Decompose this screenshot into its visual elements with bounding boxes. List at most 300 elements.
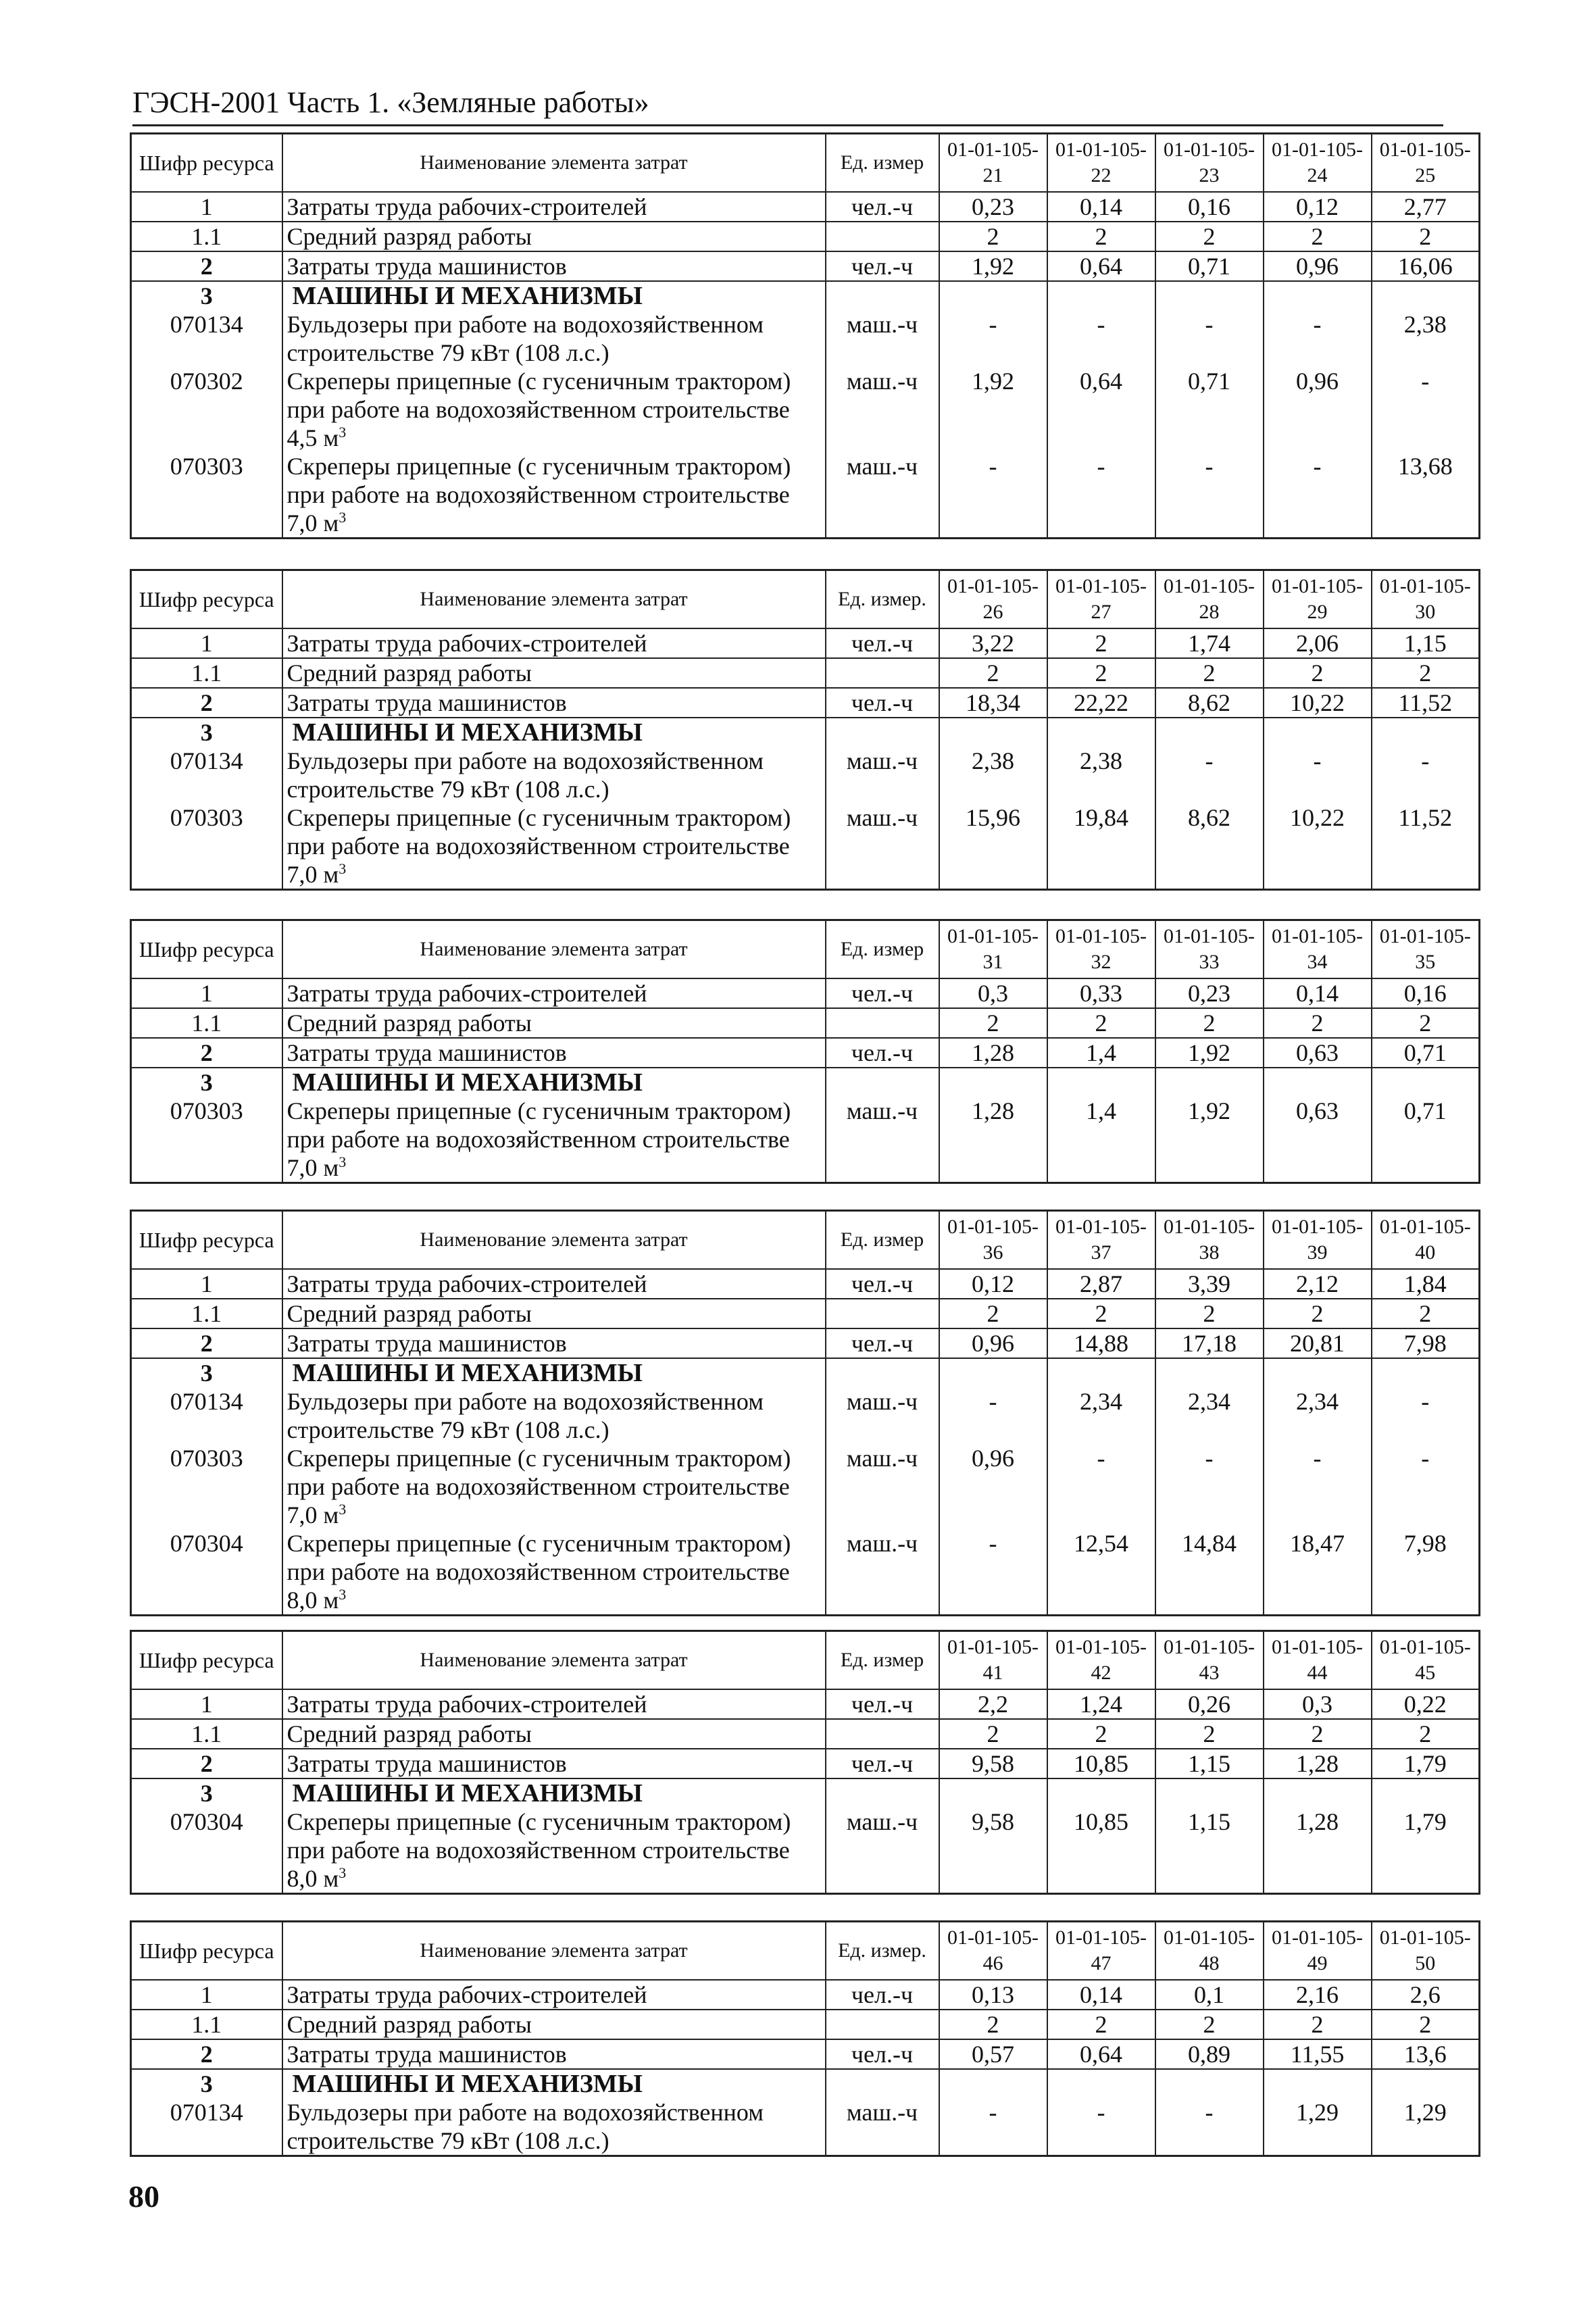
resource-name bbox=[282, 1328, 826, 1358]
resource-name-text: Затраты труда рабочих-строителей bbox=[286, 980, 647, 1007]
column-header-norm: 01-01-105-37 bbox=[1047, 1211, 1155, 1270]
value: 0,14 bbox=[1047, 192, 1155, 222]
value: 2 bbox=[1264, 1299, 1372, 1328]
value: 0,64 bbox=[1047, 251, 1155, 281]
unit: чел.-ч bbox=[826, 1749, 939, 1778]
resource-code: 1.1 bbox=[131, 658, 282, 688]
column-header-norm: 01-01-105-22 bbox=[1047, 134, 1155, 193]
value: 15,96 bbox=[939, 803, 1047, 890]
resource-name bbox=[282, 1038, 826, 1068]
value: - bbox=[1264, 1444, 1372, 1529]
table-row bbox=[131, 658, 1480, 688]
value: 2 bbox=[1155, 658, 1264, 688]
resource-name-text: МАШИНЫ И МЕХАНИЗМЫ bbox=[292, 2070, 643, 2098]
table-row bbox=[131, 747, 1480, 803]
resource-code: 070302 bbox=[131, 367, 282, 452]
column-header-norm: 01-01-105-43 bbox=[1155, 1631, 1264, 1690]
value: - bbox=[939, 310, 1047, 367]
resource-name-text: Затраты труда рабочих-строителей bbox=[286, 1691, 647, 1718]
value: 1,29 bbox=[1264, 2098, 1372, 2156]
resource-code: 2 bbox=[131, 251, 282, 281]
value: 0,89 bbox=[1155, 2039, 1264, 2069]
resource-name bbox=[282, 628, 826, 658]
table-row bbox=[131, 1529, 1480, 1616]
column-header-norm: 01-01-105-47 bbox=[1047, 1922, 1155, 1981]
column-header-norm: 01-01-105-49 bbox=[1264, 1922, 1372, 1981]
resource-name-text: Затраты труда рабочих-строителей bbox=[286, 1981, 647, 2008]
resource-code: 1 bbox=[131, 192, 282, 222]
value: 2 bbox=[1372, 1299, 1480, 1328]
unit: маш.-ч bbox=[826, 1097, 939, 1183]
table-row bbox=[131, 1778, 1480, 1808]
resource-name-text: Средний разряд работы bbox=[286, 223, 532, 250]
value: 1,74 bbox=[1155, 628, 1264, 658]
value: 18,34 bbox=[939, 688, 1047, 718]
value bbox=[1264, 2069, 1372, 2098]
resource-name-text: Бульдозеры при работе на водохозяйственном строительстве 79 кВт (108 л.с.) bbox=[286, 747, 764, 803]
table-header-row bbox=[131, 1631, 1480, 1690]
value: 11,52 bbox=[1372, 688, 1480, 718]
value: 0,57 bbox=[939, 2039, 1047, 2069]
value bbox=[1155, 2069, 1264, 2098]
column-header-code: Шифр ресурса bbox=[131, 920, 282, 979]
cost-table bbox=[130, 919, 1480, 1184]
value: - bbox=[1155, 452, 1264, 539]
cost-table bbox=[130, 132, 1480, 539]
column-header-norm: 01-01-105-23 bbox=[1155, 134, 1264, 193]
value: 2,2 bbox=[939, 1689, 1047, 1719]
value: 2 bbox=[939, 1008, 1047, 1038]
resource-code: 1 bbox=[131, 1980, 282, 2010]
resource-code: 070303 bbox=[131, 452, 282, 539]
unit: чел.-ч bbox=[826, 978, 939, 1008]
table-header-row bbox=[131, 570, 1480, 629]
value bbox=[1264, 1778, 1372, 1808]
resource-name-text: Скреперы прицепные (с гусеничным трактором) при работе на водохозяйственном строительстве 7,0 м bbox=[286, 1097, 791, 1181]
resource-code: 1 bbox=[131, 1269, 282, 1299]
value: 2 bbox=[1047, 1719, 1155, 1749]
unit bbox=[826, 222, 939, 251]
resource-name bbox=[282, 658, 826, 688]
value: - bbox=[1047, 310, 1155, 367]
value: 2 bbox=[1047, 222, 1155, 251]
unit: маш.-ч bbox=[826, 1808, 939, 1894]
column-header-code: Шифр ресурса bbox=[131, 134, 282, 193]
column-header-norm: 01-01-105-36 bbox=[939, 1211, 1047, 1270]
resource-name-text: Средний разряд работы bbox=[286, 2011, 532, 2038]
table-row bbox=[131, 803, 1480, 890]
resource-name-text: Затраты труда машинистов bbox=[286, 2041, 567, 2068]
resource-code: 070304 bbox=[131, 1529, 282, 1616]
resource-name bbox=[282, 367, 826, 452]
value: 1,28 bbox=[1264, 1808, 1372, 1894]
value: 2 bbox=[1155, 1299, 1264, 1328]
resource-name-text: Затраты труда рабочих-строителей bbox=[286, 630, 647, 657]
unit bbox=[826, 2010, 939, 2039]
column-header-code: Шифр ресурса bbox=[131, 570, 282, 629]
column-header-norm: 01-01-105-35 bbox=[1372, 920, 1480, 979]
value: 2 bbox=[939, 222, 1047, 251]
table-row bbox=[131, 1719, 1480, 1749]
value: 2 bbox=[1047, 1008, 1155, 1038]
resource-name bbox=[282, 452, 826, 539]
resource-name bbox=[282, 1749, 826, 1778]
value: - bbox=[1047, 1444, 1155, 1529]
column-header-norm: 01-01-105-39 bbox=[1264, 1211, 1372, 1270]
value: 1,79 bbox=[1372, 1749, 1480, 1778]
value: 1,4 bbox=[1047, 1038, 1155, 1068]
resource-name bbox=[282, 803, 826, 890]
value: 2 bbox=[1155, 2010, 1264, 2039]
column-header-unit: Ед. измер bbox=[826, 920, 939, 979]
superscript: 3 bbox=[339, 1586, 347, 1603]
unit: маш.-ч bbox=[826, 310, 939, 367]
value: 0,96 bbox=[939, 1444, 1047, 1529]
resource-name bbox=[282, 1689, 826, 1719]
table-header-row bbox=[131, 1922, 1480, 1981]
value bbox=[1047, 281, 1155, 310]
unit bbox=[826, 658, 939, 688]
column-header-norm: 01-01-105-44 bbox=[1264, 1631, 1372, 1690]
column-header-name: Наименование элемента затрат bbox=[282, 1631, 826, 1690]
page-title: ГЭСН-2001 Часть 1. «Земляные работы» bbox=[132, 86, 649, 119]
value: 0,12 bbox=[939, 1269, 1047, 1299]
unit: маш.-ч bbox=[826, 1387, 939, 1444]
value: 0,14 bbox=[1264, 978, 1372, 1008]
resource-name bbox=[282, 718, 826, 747]
value: 2 bbox=[939, 1719, 1047, 1749]
value: 2 bbox=[1372, 1008, 1480, 1038]
resource-code: 070303 bbox=[131, 803, 282, 890]
resource-code: 1.1 bbox=[131, 1299, 282, 1328]
resource-name bbox=[282, 1808, 826, 1894]
table-row bbox=[131, 2039, 1480, 2069]
table-row bbox=[131, 1808, 1480, 1894]
resource-name-text: Средний разряд работы bbox=[286, 1720, 532, 1747]
value: 22,22 bbox=[1047, 688, 1155, 718]
value bbox=[1372, 1778, 1480, 1808]
value: - bbox=[1264, 747, 1372, 803]
resource-name bbox=[282, 1719, 826, 1749]
resource-code: 070134 bbox=[131, 1387, 282, 1444]
value: 0,13 bbox=[939, 1980, 1047, 2010]
table-row bbox=[131, 1269, 1480, 1299]
table-row bbox=[131, 1689, 1480, 1719]
value bbox=[1372, 1358, 1480, 1387]
column-header-norm: 01-01-105-40 bbox=[1372, 1211, 1480, 1270]
value: 2 bbox=[1264, 658, 1372, 688]
resource-name bbox=[282, 978, 826, 1008]
value: 2,87 bbox=[1047, 1269, 1155, 1299]
unit: маш.-ч bbox=[826, 367, 939, 452]
unit: маш.-ч bbox=[826, 452, 939, 539]
resource-code: 3 bbox=[131, 718, 282, 747]
resource-code: 1 bbox=[131, 628, 282, 658]
column-header-unit: Ед. измер. bbox=[826, 1922, 939, 1981]
superscript: 3 bbox=[339, 860, 347, 877]
value: 2 bbox=[1264, 222, 1372, 251]
table-row bbox=[131, 2069, 1480, 2098]
value: 1,15 bbox=[1372, 628, 1480, 658]
resource-name-text: Средний разряд работы bbox=[286, 659, 532, 687]
table-row bbox=[131, 367, 1480, 452]
value: 0,14 bbox=[1047, 1980, 1155, 2010]
value: 1,29 bbox=[1372, 2098, 1480, 2156]
value: 2 bbox=[1047, 2010, 1155, 2039]
value bbox=[1372, 1068, 1480, 1097]
unit bbox=[826, 281, 939, 310]
column-header-norm: 01-01-105-31 bbox=[939, 920, 1047, 979]
value: 2,6 bbox=[1372, 1980, 1480, 2010]
value: - bbox=[939, 1529, 1047, 1616]
table-row bbox=[131, 1038, 1480, 1068]
column-header-norm: 01-01-105-46 bbox=[939, 1922, 1047, 1981]
value: - bbox=[1372, 1387, 1480, 1444]
value: - bbox=[1155, 747, 1264, 803]
value: 2 bbox=[1047, 628, 1155, 658]
value bbox=[1155, 718, 1264, 747]
value: 0,16 bbox=[1372, 978, 1480, 1008]
resource-code: 2 bbox=[131, 1038, 282, 1068]
value: 13,68 bbox=[1372, 452, 1480, 539]
value: 2 bbox=[1264, 2010, 1372, 2039]
value: 9,58 bbox=[939, 1808, 1047, 1894]
value bbox=[1264, 1358, 1372, 1387]
table-row bbox=[131, 1980, 1480, 2010]
value: 20,81 bbox=[1264, 1328, 1372, 1358]
value: 1,28 bbox=[1264, 1749, 1372, 1778]
value bbox=[1047, 1358, 1155, 1387]
resource-name bbox=[282, 251, 826, 281]
value: 12,54 bbox=[1047, 1529, 1155, 1616]
resource-name bbox=[282, 1358, 826, 1387]
resource-name-text: МАШИНЫ И МЕХАНИЗМЫ bbox=[292, 1779, 643, 1808]
resource-name bbox=[282, 747, 826, 803]
value: 3,39 bbox=[1155, 1269, 1264, 1299]
resource-name bbox=[282, 192, 826, 222]
resource-name bbox=[282, 1097, 826, 1183]
value: 0,71 bbox=[1155, 251, 1264, 281]
column-header-norm: 01-01-105-26 bbox=[939, 570, 1047, 629]
resource-name bbox=[282, 1778, 826, 1808]
unit: чел.-ч bbox=[826, 688, 939, 718]
table-header-row bbox=[131, 134, 1480, 193]
resource-name bbox=[282, 1269, 826, 1299]
value: 10,85 bbox=[1047, 1808, 1155, 1894]
column-header-name: Наименование элемента затрат bbox=[282, 920, 826, 979]
resource-code: 3 bbox=[131, 2069, 282, 2098]
resource-name bbox=[282, 1008, 826, 1038]
value bbox=[1047, 2069, 1155, 2098]
value: 2,06 bbox=[1264, 628, 1372, 658]
page-number: 80 bbox=[128, 2179, 159, 2214]
table-row bbox=[131, 1749, 1480, 1778]
value: 1,92 bbox=[939, 367, 1047, 452]
value: 0,63 bbox=[1264, 1038, 1372, 1068]
value: 2 bbox=[939, 2010, 1047, 2039]
unit: чел.-ч bbox=[826, 1328, 939, 1358]
column-header-name: Наименование элемента затрат bbox=[282, 134, 826, 193]
value: 2 bbox=[1155, 222, 1264, 251]
unit: чел.-ч bbox=[826, 1689, 939, 1719]
value: 3,22 bbox=[939, 628, 1047, 658]
unit bbox=[826, 1358, 939, 1387]
value bbox=[1047, 1778, 1155, 1808]
table-row bbox=[131, 1328, 1480, 1358]
unit: чел.-ч bbox=[826, 2039, 939, 2069]
resource-name bbox=[282, 2010, 826, 2039]
column-header-norm: 01-01-105-42 bbox=[1047, 1631, 1155, 1690]
resource-code: 070134 bbox=[131, 2098, 282, 2156]
table-row bbox=[131, 1358, 1480, 1387]
table-header-row bbox=[131, 920, 1480, 979]
value: 2,34 bbox=[1264, 1387, 1372, 1444]
unit: чел.-ч bbox=[826, 628, 939, 658]
value: 2,38 bbox=[1372, 310, 1480, 367]
value bbox=[1264, 1068, 1372, 1097]
column-header-code: Шифр ресурса bbox=[131, 1211, 282, 1270]
value: - bbox=[939, 452, 1047, 539]
column-header-unit: Ед. измер bbox=[826, 134, 939, 193]
value: - bbox=[1155, 1444, 1264, 1529]
resource-code: 2 bbox=[131, 1328, 282, 1358]
unit: маш.-ч bbox=[826, 1529, 939, 1616]
unit: маш.-ч bbox=[826, 747, 939, 803]
value: 0,3 bbox=[939, 978, 1047, 1008]
resource-code: 3 bbox=[131, 1358, 282, 1387]
resource-name-text: Затраты труда рабочих-строителей bbox=[286, 1270, 647, 1297]
column-header-unit: Ед. измер bbox=[826, 1211, 939, 1270]
value: 9,58 bbox=[939, 1749, 1047, 1778]
column-header-norm: 01-01-105-30 bbox=[1372, 570, 1480, 629]
column-header-code: Шифр ресурса bbox=[131, 1631, 282, 1690]
resource-code: 3 bbox=[131, 1068, 282, 1097]
value: 2,16 bbox=[1264, 1980, 1372, 2010]
resource-code: 070304 bbox=[131, 1808, 282, 1894]
resource-name bbox=[282, 1068, 826, 1097]
resource-name-text: Затраты труда машинистов bbox=[286, 1330, 567, 1357]
resource-code: 3 bbox=[131, 281, 282, 310]
column-header-name: Наименование элемента затрат bbox=[282, 1922, 826, 1981]
resource-code: 3 bbox=[131, 1778, 282, 1808]
resource-name-text: МАШИНЫ И МЕХАНИЗМЫ bbox=[292, 1359, 643, 1387]
table-row bbox=[131, 2010, 1480, 2039]
column-header-norm: 01-01-105-38 bbox=[1155, 1211, 1264, 1270]
column-header-norm: 01-01-105-48 bbox=[1155, 1922, 1264, 1981]
unit: маш.-ч bbox=[826, 2098, 939, 2156]
unit: маш.-ч bbox=[826, 1444, 939, 1529]
value: 2,34 bbox=[1155, 1387, 1264, 1444]
resource-name-text: Скреперы прицепные (с гусеничным трактором) при работе на водохозяйственном строительстве 8,0 м bbox=[286, 1808, 791, 1892]
resource-name bbox=[282, 1299, 826, 1328]
resource-code: 2 bbox=[131, 2039, 282, 2069]
unit: чел.-ч bbox=[826, 1038, 939, 1068]
resource-code: 1.1 bbox=[131, 1719, 282, 1749]
table-row bbox=[131, 192, 1480, 222]
resource-name bbox=[282, 2098, 826, 2156]
table-row bbox=[131, 1097, 1480, 1183]
superscript: 3 bbox=[339, 509, 347, 526]
resource-code: 1.1 bbox=[131, 222, 282, 251]
value: 2 bbox=[1155, 1008, 1264, 1038]
resource-name-text: МАШИНЫ И МЕХАНИЗМЫ bbox=[292, 282, 643, 310]
resource-code: 1 bbox=[131, 978, 282, 1008]
value: 2,38 bbox=[939, 747, 1047, 803]
value bbox=[1264, 718, 1372, 747]
value: 2 bbox=[1372, 658, 1480, 688]
table-row bbox=[131, 1299, 1480, 1328]
unit bbox=[826, 1068, 939, 1097]
column-header-norm: 01-01-105-21 bbox=[939, 134, 1047, 193]
table-row bbox=[131, 978, 1480, 1008]
resource-name bbox=[282, 1387, 826, 1444]
unit bbox=[826, 2069, 939, 2098]
value: 2 bbox=[1047, 1299, 1155, 1328]
value: 1,24 bbox=[1047, 1689, 1155, 1719]
value bbox=[1047, 718, 1155, 747]
resource-name-text: МАШИНЫ И МЕХАНИЗМЫ bbox=[292, 1068, 643, 1097]
value bbox=[1264, 281, 1372, 310]
value bbox=[1372, 281, 1480, 310]
value: 2 bbox=[1264, 1719, 1372, 1749]
value: - bbox=[1047, 2098, 1155, 2156]
value bbox=[1372, 718, 1480, 747]
unit bbox=[826, 1719, 939, 1749]
column-header-code: Шифр ресурса bbox=[131, 1922, 282, 1981]
column-header-unit: Ед. измер. bbox=[826, 570, 939, 629]
cost-table bbox=[130, 569, 1480, 891]
table-row bbox=[131, 1068, 1480, 1097]
value: 2,34 bbox=[1047, 1387, 1155, 1444]
value: 0,3 bbox=[1264, 1689, 1372, 1719]
value: 0,23 bbox=[939, 192, 1047, 222]
value: 1,84 bbox=[1372, 1269, 1480, 1299]
value: 1,92 bbox=[1155, 1097, 1264, 1183]
value bbox=[1047, 1068, 1155, 1097]
superscript: 3 bbox=[339, 1153, 347, 1170]
table-row bbox=[131, 281, 1480, 310]
value: 0,16 bbox=[1155, 192, 1264, 222]
value: 1,92 bbox=[939, 251, 1047, 281]
unit: чел.-ч bbox=[826, 251, 939, 281]
value: 1,15 bbox=[1155, 1808, 1264, 1894]
unit bbox=[826, 718, 939, 747]
table-row bbox=[131, 1008, 1480, 1038]
resource-name-text: Скреперы прицепные (с гусеничным трактором) при работе на водохозяйственном строительстве 7,0 м bbox=[286, 453, 791, 537]
column-header-norm: 01-01-105-50 bbox=[1372, 1922, 1480, 1981]
resource-code: 070134 bbox=[131, 310, 282, 367]
resource-name-text: Бульдозеры при работе на водохозяйственном строительстве 79 кВт (108 л.с.) bbox=[286, 311, 764, 366]
resource-name-text: Затраты труда машинистов bbox=[286, 1750, 567, 1777]
unit: маш.-ч bbox=[826, 803, 939, 890]
value: 2 bbox=[1155, 1719, 1264, 1749]
resource-name-text: Скреперы прицепные (с гусеничным трактором) при работе на водохозяйственном строительстве 7,0 м bbox=[286, 804, 791, 888]
unit: чел.-ч bbox=[826, 1269, 939, 1299]
resource-name-text: Средний разряд работы bbox=[286, 1010, 532, 1037]
value bbox=[939, 1778, 1047, 1808]
value: 0,33 bbox=[1047, 978, 1155, 1008]
value: 2 bbox=[939, 658, 1047, 688]
resource-name-text: Скреперы прицепные (с гусеничным трактором) при работе на водохозяйственном строительстве 8,0 м bbox=[286, 1530, 791, 1614]
unit bbox=[826, 1299, 939, 1328]
cost-table bbox=[130, 1210, 1480, 1616]
resource-name bbox=[282, 281, 826, 310]
resource-name-text: Затраты труда машинистов bbox=[286, 1039, 567, 1066]
value: - bbox=[939, 1387, 1047, 1444]
resource-name bbox=[282, 2069, 826, 2098]
value: 2 bbox=[1372, 222, 1480, 251]
value: 2 bbox=[1372, 1719, 1480, 1749]
